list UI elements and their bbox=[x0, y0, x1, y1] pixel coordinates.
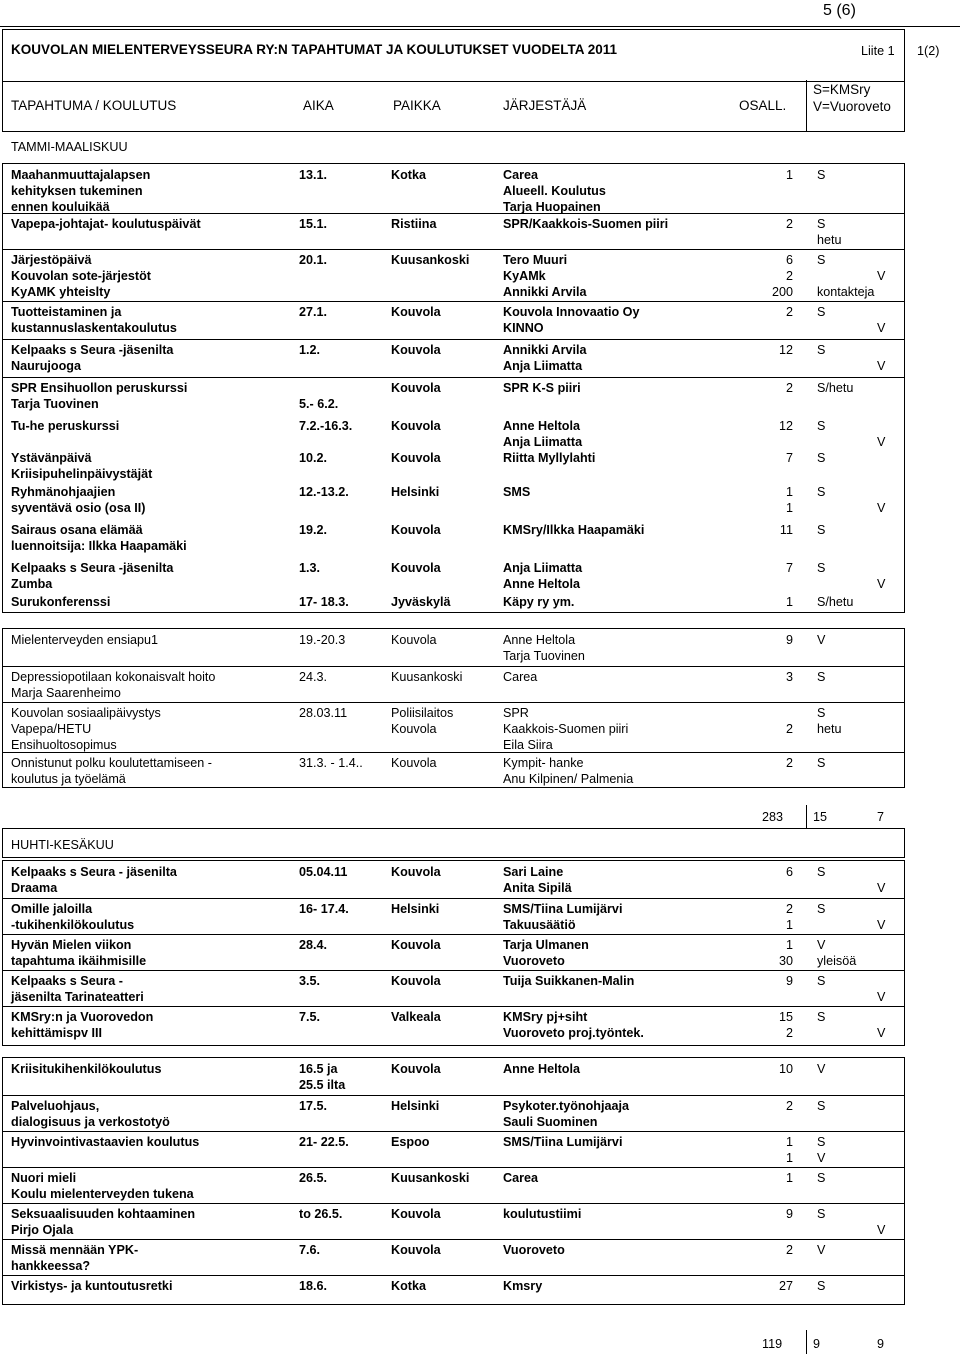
cell-v-column: V bbox=[877, 990, 886, 1004]
cell-place: Kuusankoski bbox=[391, 670, 463, 684]
cell-event: Onnistunut polku koulutettamiseen - koulutus ja työelämä bbox=[11, 756, 212, 786]
cell-event: Seksuaalisuuden kohtaaminen Pirjo Ojala bbox=[11, 1207, 196, 1237]
cell-v-column: V bbox=[877, 359, 886, 373]
cell-organizer: SPR Kaakkois-Suomen piiri Eila Siira bbox=[503, 706, 629, 752]
cell-organizer: Tero Muuri KyAMk Annikki Arvila bbox=[503, 253, 587, 299]
cell-place: Kotka bbox=[391, 1279, 426, 1293]
cell-place: Kouvola bbox=[391, 305, 441, 319]
cell-time: 26.5. bbox=[299, 1171, 328, 1185]
section-table-q2 bbox=[2, 860, 905, 1046]
cell-s-column: V yleisöä bbox=[817, 938, 857, 968]
cell-place: Kuusankoski bbox=[391, 253, 470, 267]
attachment-label: Liite 1 bbox=[861, 44, 895, 58]
cell-organizer: KMSry pj+siht Vuoroveto proj.työntek. bbox=[503, 1010, 644, 1040]
cell-time: 12.-13.2. bbox=[299, 485, 349, 499]
cell-event: Nuori mieli Koulu mielenterveyden tukena bbox=[11, 1171, 194, 1201]
cell-time: 1.3. bbox=[299, 561, 321, 575]
cell-participants: 2 bbox=[785, 1243, 793, 1257]
cell-organizer: KMSry/Ilkka Haapamäki bbox=[503, 523, 645, 537]
cell-s-column: V bbox=[817, 633, 826, 647]
cell-s-column: S bbox=[817, 305, 826, 319]
cell-place: Kouvola bbox=[391, 756, 437, 770]
totals-divider bbox=[806, 805, 807, 829]
cell-participants: 2 bbox=[785, 756, 793, 770]
cell-s-column: S bbox=[817, 1010, 826, 1024]
cell-place: Helsinki bbox=[391, 902, 440, 916]
cell-time: 24.3. bbox=[299, 670, 328, 684]
cell-organizer: SMS/Tiina Lumijärvi bbox=[503, 1135, 623, 1149]
col-header-participants: OSALL. bbox=[739, 98, 787, 113]
cell-organizer: Carea Alueell. Koulutus Tarja Huopainen bbox=[503, 168, 606, 214]
cell-time: 28.03.11 bbox=[299, 706, 348, 720]
table-row-divider bbox=[3, 1095, 904, 1096]
col-divider bbox=[806, 80, 807, 132]
cell-event: Maahanmuuttajalapsen kehityksen tukeminen ennen kouluikää bbox=[11, 168, 151, 214]
cell-s-column: S V bbox=[817, 1135, 826, 1165]
totals-q1-v: 7 bbox=[877, 810, 885, 824]
cell-time: 7.2.-16.3. bbox=[299, 419, 353, 433]
cell-time: 16.5 ja 25.5 ilta bbox=[299, 1062, 346, 1092]
cell-participants: 2 1 bbox=[785, 902, 793, 932]
cell-time: 17.5. bbox=[299, 1099, 328, 1113]
header-divider bbox=[3, 81, 904, 82]
cell-event: Depressiopotilaan kokonaisvalt hoito Marja Saarenheimo bbox=[11, 670, 216, 700]
cell-s-column: S kontakteja bbox=[817, 253, 875, 299]
section-label-box-q2 bbox=[2, 828, 905, 858]
cell-place: Kouvola bbox=[391, 1062, 441, 1076]
cell-time: 21- 22.5. bbox=[299, 1135, 349, 1149]
cell-participants: 2 bbox=[785, 217, 793, 231]
cell-event: Kelpaaks s Seura -jäsenilta Zumba bbox=[11, 561, 174, 591]
cell-s-column: S bbox=[817, 865, 826, 879]
cell-time: 5.- 6.2. bbox=[299, 397, 339, 411]
cell-place: Kouvola bbox=[391, 865, 441, 879]
cell-organizer: Kmsry bbox=[503, 1279, 543, 1293]
cell-s-column: S hetu bbox=[817, 706, 842, 736]
table-row-divider bbox=[3, 1167, 904, 1168]
cell-time: 15.1. bbox=[299, 217, 328, 231]
cell-event: Ryhmänohjaajien syventävä osio (osa II) bbox=[11, 485, 146, 515]
cell-place: Kouvola bbox=[391, 419, 441, 433]
cell-s-column: S bbox=[817, 168, 826, 182]
cell-event: Kriisitukihenkilökoulutus bbox=[11, 1062, 162, 1076]
cell-organizer: Anne Heltola bbox=[503, 1062, 580, 1076]
cell-v-column: V bbox=[877, 918, 886, 932]
cell-event: Hyvän Mielen viikon tapahtuma ikäihmisille bbox=[11, 938, 147, 968]
cell-s-column: S bbox=[817, 1171, 826, 1185]
table-row-divider bbox=[3, 702, 904, 703]
table-row-divider bbox=[3, 213, 904, 214]
cell-participants: 27 bbox=[778, 1279, 793, 1293]
totals-q1-s: 15 bbox=[813, 810, 828, 824]
cell-participants: 9 bbox=[785, 633, 793, 647]
cell-v-column: V bbox=[877, 881, 886, 895]
cell-s-column: V bbox=[817, 1062, 826, 1076]
cell-event: Tuotteistaminen ja kustannuslaskentakoulutus bbox=[11, 305, 177, 335]
cell-time: 10.2. bbox=[299, 451, 328, 465]
cell-participants: 2 bbox=[785, 381, 793, 395]
table-row-divider bbox=[3, 1239, 904, 1240]
cell-organizer: koulutustiimi bbox=[503, 1207, 582, 1221]
table-row-divider bbox=[3, 1006, 904, 1007]
cell-organizer: Tuija Suikkanen-Malin bbox=[503, 974, 635, 988]
cell-s-column: S bbox=[817, 670, 826, 684]
totals-divider bbox=[806, 1330, 807, 1354]
cell-s-column: S bbox=[817, 756, 826, 770]
cell-s-column: S bbox=[817, 343, 826, 357]
table-row-divider bbox=[3, 752, 904, 753]
col-header-organizer: JÄRJESTÄJÄ bbox=[503, 98, 587, 113]
cell-organizer: SMS bbox=[503, 485, 531, 499]
cell-event: Kouvolan sosiaalipäivystys Vapepa/HETU Ensihuoltosopimus bbox=[11, 706, 161, 752]
cell-event: Kelpaaks s Seura - jäsenilta Draama bbox=[11, 865, 177, 895]
table-row-divider bbox=[3, 934, 904, 935]
cell-participants: 9 bbox=[785, 974, 793, 988]
cell-participants: 1 30 bbox=[778, 938, 793, 968]
cell-event: Hyvinvointivastaavien koulutus bbox=[11, 1135, 200, 1149]
cell-event: Mielenterveyden ensiapu1 bbox=[11, 633, 159, 647]
totals-q2-participants: 119 bbox=[762, 1337, 783, 1351]
cell-place: Valkeala bbox=[391, 1010, 441, 1024]
cell-participants: 1 1 bbox=[785, 1135, 793, 1165]
cell-participants: 1 bbox=[785, 1171, 793, 1185]
cell-organizer: Tarja Ulmanen Vuoroveto bbox=[503, 938, 589, 968]
cell-organizer: Anne Heltola Tarja Tuovinen bbox=[503, 633, 585, 663]
cell-organizer: SMS/Tiina Lumijärvi Takuusäätiö bbox=[503, 902, 623, 932]
cell-event: Omille jaloilla -tukihenkilökoulutus bbox=[11, 902, 135, 932]
cell-event: Virkistys- ja kuntoutusretki bbox=[11, 1279, 173, 1293]
table-row-divider bbox=[3, 898, 904, 899]
cell-participants: 15 2 bbox=[778, 1010, 793, 1040]
cell-v-column: V bbox=[877, 321, 886, 335]
cell-organizer: Riitta Myllylahti bbox=[503, 451, 596, 465]
cell-place: Kotka bbox=[391, 168, 426, 182]
cell-place: Kouvola bbox=[391, 381, 441, 395]
table-row-divider bbox=[3, 1275, 904, 1276]
cell-organizer: SPR K-S piiri bbox=[503, 381, 581, 395]
cell-participants: 1 bbox=[785, 168, 793, 182]
cell-v-column: V bbox=[877, 1026, 886, 1040]
cell-participants: 6 2 200 bbox=[771, 253, 793, 299]
cell-place: Kouvola bbox=[391, 523, 441, 537]
cell-time: 1.2. bbox=[299, 343, 321, 357]
cell-organizer: Carea bbox=[503, 1171, 539, 1185]
table-row-divider bbox=[3, 1203, 904, 1204]
col-header-event: TAPAHTUMA / KOULUTUS bbox=[11, 98, 177, 113]
cell-s-column: S hetu bbox=[817, 217, 842, 247]
cell-s-column: S bbox=[817, 1207, 826, 1221]
cell-place: Espoo bbox=[391, 1135, 430, 1149]
cell-event: Kelpaaks s Seura -jäsenilta Naurujooga bbox=[11, 343, 174, 373]
cell-time: 19.2. bbox=[299, 523, 328, 537]
cell-place: Helsinki bbox=[391, 485, 440, 499]
cell-event: Palveluohjaus, dialogisuus ja verkostotyö bbox=[11, 1099, 170, 1129]
legend-s: S=KMSry bbox=[813, 82, 871, 97]
cell-event: SPR Ensihuollon peruskurssi Tarja Tuovinen bbox=[11, 381, 188, 411]
cell-participants: 1 bbox=[785, 595, 793, 609]
table-row-divider bbox=[3, 970, 904, 971]
section-label-q1: TAMMI-MAALISKUU bbox=[11, 140, 128, 154]
cell-time: 27.1. bbox=[299, 305, 328, 319]
cell-organizer: SPR/Kaakkois-Suomen piiri bbox=[503, 217, 669, 231]
cell-event: Tu-he peruskurssi bbox=[11, 419, 120, 433]
cell-s-column: S bbox=[817, 902, 826, 916]
cell-participants: 2 bbox=[785, 1099, 793, 1113]
cell-place: Poliisilaitos Kouvola bbox=[391, 706, 454, 736]
cell-s-column: S/hetu bbox=[817, 381, 854, 395]
cell-event: Järjestöpäivä Kouvolan sote-järjestöt KyAMK yhteislty bbox=[11, 253, 151, 299]
cell-event: Sairaus osana elämää luennoitsija: Ilkka Haapamäki bbox=[11, 523, 187, 553]
cell-participants: 3 bbox=[785, 670, 793, 684]
cell-time: 19.-20.3 bbox=[299, 633, 346, 647]
cell-place: Kouvola bbox=[391, 1207, 441, 1221]
cell-organizer: Carea bbox=[503, 670, 538, 684]
cell-organizer: Sari Laine Anita Sipilä bbox=[503, 865, 572, 895]
cell-s-column: S bbox=[817, 523, 826, 537]
cell-time: 7.6. bbox=[299, 1243, 321, 1257]
cell-v-column: V bbox=[877, 269, 886, 283]
cell-event: Ystävänpäivä Kriisipuhelinpäivystäjät bbox=[11, 451, 153, 481]
totals-q1-participants: 283 bbox=[762, 810, 784, 824]
cell-time: 28.4. bbox=[299, 938, 328, 952]
col-header-time: AIKA bbox=[303, 98, 334, 113]
cell-participants: 10 bbox=[778, 1062, 793, 1076]
cell-participants: 2 bbox=[785, 722, 793, 736]
document-title: KOUVOLAN MIELENTERVEYSSEURA RY:N TAPAHTUMAT JA KOULUTUKSET VUODELTA 2011 bbox=[11, 42, 618, 57]
table-row-divider bbox=[3, 1131, 904, 1132]
cell-v-column: V bbox=[877, 435, 886, 449]
cell-s-column: S bbox=[817, 561, 826, 575]
legend-v: V=Vuoroveto bbox=[813, 99, 891, 114]
cell-place: Kouvola bbox=[391, 343, 441, 357]
cell-place: Helsinki bbox=[391, 1099, 440, 1113]
cell-place: Kuusankoski bbox=[391, 1171, 470, 1185]
cell-time: 18.6. bbox=[299, 1279, 328, 1293]
cell-place: Jyväskylä bbox=[391, 595, 451, 609]
cell-organizer: Vuoroveto bbox=[503, 1243, 565, 1257]
header-box bbox=[2, 29, 940, 154]
col-header-place: PAIKKA bbox=[393, 98, 441, 113]
cell-organizer: Kouvola Innovaatio Oy KINNO bbox=[503, 305, 640, 335]
cell-s-column: S/hetu bbox=[817, 595, 854, 609]
cell-s-column: V bbox=[817, 1243, 826, 1257]
cell-place: Kouvola bbox=[391, 1243, 441, 1257]
cell-event: Kelpaaks s Seura - jäsenilta Tarinateatteri bbox=[11, 974, 144, 1004]
cell-organizer: Psykoter.työnohjaaja Sauli Suominen bbox=[503, 1099, 629, 1129]
cell-participants: 7 bbox=[785, 561, 793, 575]
cell-participants: 6 bbox=[785, 865, 793, 879]
cell-place: Kouvola bbox=[391, 974, 441, 988]
cell-time: 3.5. bbox=[299, 974, 321, 988]
cell-time: 31.3. - 1.4.. bbox=[299, 756, 363, 770]
cell-s-column: S bbox=[817, 1279, 826, 1293]
cell-organizer: Käpy ry ym. bbox=[503, 595, 575, 609]
cell-place: Kouvola bbox=[391, 938, 441, 952]
table-row-divider bbox=[3, 377, 904, 378]
cell-event: KMSry:n ja Vuorovedon kehittämispv III bbox=[11, 1010, 154, 1040]
cell-participants: 9 bbox=[785, 1207, 793, 1221]
section-table-q2-continued bbox=[2, 1057, 905, 1305]
cell-participants: 1 1 bbox=[785, 485, 793, 515]
cell-s-column: S bbox=[817, 1099, 826, 1113]
table-row-divider bbox=[3, 666, 904, 667]
totals-q2-v: 9 bbox=[877, 1337, 885, 1351]
cell-time: 7.5. bbox=[299, 1010, 321, 1024]
cell-place: Kouvola bbox=[391, 451, 441, 465]
totals-q2-s: 9 bbox=[813, 1337, 821, 1351]
cell-time: 13.1. bbox=[299, 168, 328, 182]
cell-v-column: V bbox=[877, 501, 886, 515]
section-table-q1 bbox=[2, 163, 905, 613]
cell-organizer: Anne Heltola Anja Liimatta bbox=[503, 419, 583, 449]
section-table-q1-continued bbox=[2, 628, 905, 788]
cell-s-column: S bbox=[817, 485, 826, 499]
cell-participants: 7 bbox=[785, 451, 793, 465]
cell-event: Vapepa-johtajat- koulutuspäivät bbox=[11, 217, 201, 231]
page-number: 5 (6) bbox=[823, 2, 856, 19]
cell-participants: 11 bbox=[779, 523, 793, 537]
table-row-divider bbox=[3, 249, 904, 250]
cell-organizer: Annikki Arvila Anja Liimatta bbox=[503, 343, 587, 373]
cell-organizer: Anja Liimatta Anne Heltola bbox=[503, 561, 583, 591]
section-label-q2: HUHTI-KESÄKUU bbox=[11, 838, 114, 852]
cell-organizer: Kympit- hanke Anu Kilpinen/ Palmenia bbox=[503, 756, 634, 786]
cell-time: to 26.5. bbox=[299, 1207, 343, 1221]
cell-place: Kouvola bbox=[391, 561, 441, 575]
cell-time: 05.04.11 bbox=[299, 865, 348, 879]
cell-s-column: S bbox=[817, 451, 826, 465]
table-row-divider bbox=[3, 339, 904, 340]
cell-place: Ristiina bbox=[391, 217, 437, 231]
cell-time: 20.1. bbox=[299, 253, 328, 267]
cell-time: 16- 17.4. bbox=[299, 902, 349, 916]
cell-v-column: V bbox=[877, 1223, 886, 1237]
cell-event: Surukonferenssi bbox=[11, 595, 111, 609]
cell-time: 17- 18.3. bbox=[299, 595, 349, 609]
top-rule bbox=[0, 26, 960, 27]
table-row-divider bbox=[3, 301, 904, 302]
cell-participants: 12 bbox=[778, 419, 793, 433]
cell-s-column: S bbox=[817, 419, 826, 433]
cell-participants: 12 bbox=[778, 343, 793, 357]
cell-place: Kouvola bbox=[391, 633, 437, 647]
attachment-page: 1(2) bbox=[917, 44, 940, 58]
cell-participants: 2 bbox=[785, 305, 793, 319]
cell-event: Missä mennään YPK- hankkeessa? bbox=[11, 1243, 139, 1273]
cell-v-column: V bbox=[877, 577, 886, 591]
cell-s-column: S bbox=[817, 974, 826, 988]
